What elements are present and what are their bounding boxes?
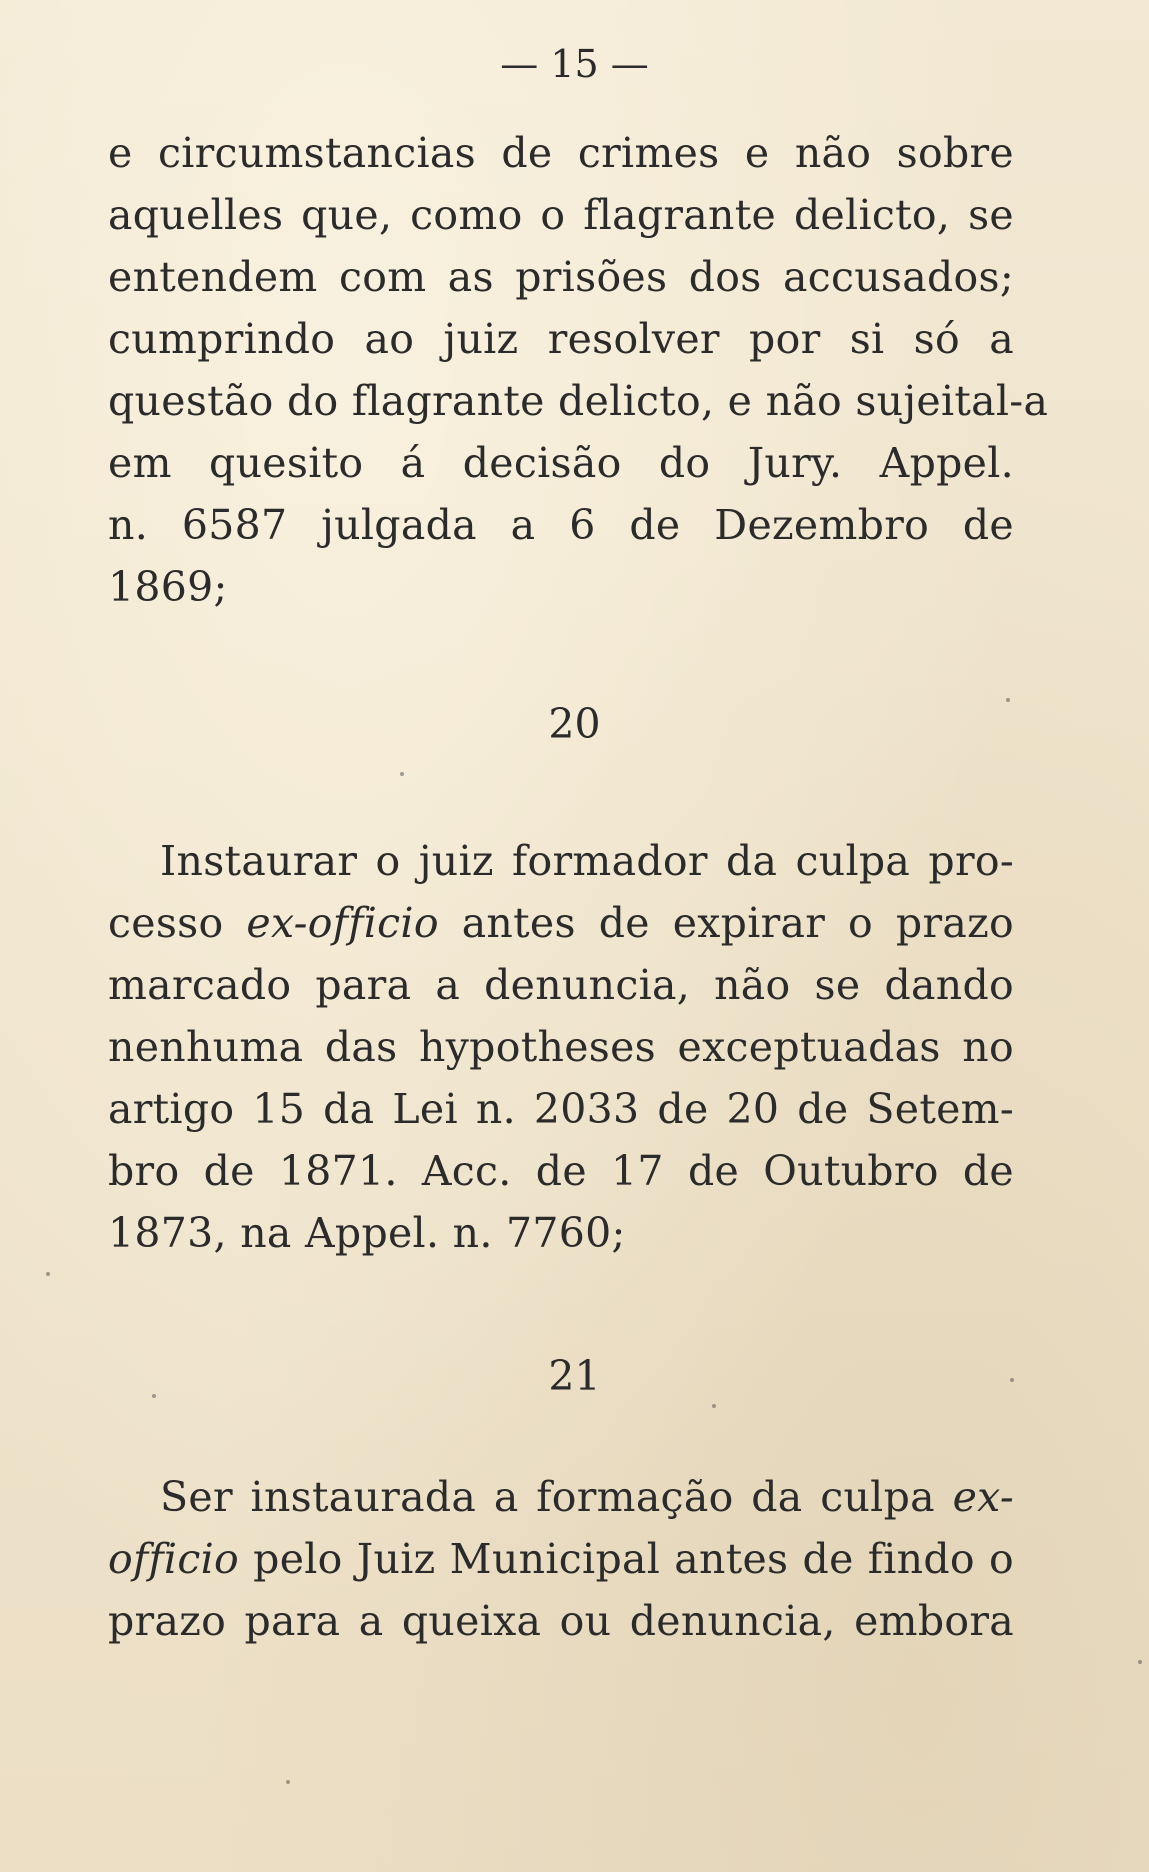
text-line: bro de 1871. Acc. de 17 de Outubro de: [108, 1147, 1014, 1195]
text-line: entendem com as prisões dos accusados;: [108, 253, 1014, 301]
latin-term: ex-officio: [246, 899, 439, 947]
text-line: questão do flagrante delicto, e não sujeital-a: [108, 377, 1049, 425]
paper-speck: [1010, 1378, 1014, 1382]
latin-term: officio: [108, 1535, 240, 1583]
page-number: — 15 —: [500, 42, 649, 86]
paper-speck: [400, 772, 404, 776]
text-line: [108, 1528, 1014, 1590]
paper-speck: [152, 1394, 156, 1398]
text-line: [160, 1466, 1014, 1528]
paper-speck: [1138, 1660, 1142, 1664]
text-line: 1873, na Appel. n. 7760;: [108, 1209, 626, 1257]
text-line: nenhuma das hypotheses exceptuadas no: [108, 1023, 1014, 1071]
text-line: em quesito á decisão do Jury. Appel.: [108, 439, 1014, 487]
text-line: aquelles que, como o flagrante delicto, se: [108, 191, 1014, 239]
text-line: marcado para a denuncia, não se dando: [108, 961, 1014, 1009]
text-run: antes de expirar o prazo: [438, 899, 1014, 947]
text-run: cesso: [108, 899, 247, 947]
text-line: Instaurar o juiz formador da culpa pro-: [160, 837, 1014, 885]
latin-term: ex-: [952, 1473, 1014, 1521]
paper-speck: [46, 1272, 50, 1276]
text-line: 1869;: [108, 563, 228, 611]
text-run: pelo Juiz Municipal antes de findo o: [239, 1535, 1014, 1583]
text-line: n. 6587 julgada a 6 de Dezembro de: [108, 501, 1014, 549]
text-line: e circumstancias de crimes e não sobre: [108, 129, 1014, 177]
text-line: [108, 892, 1014, 954]
paper-speck: [712, 1404, 716, 1408]
paper-speck: [1006, 698, 1010, 702]
section-number: 21: [548, 1352, 601, 1400]
text-line: cumprindo ao juiz resolver por si só a: [108, 315, 1014, 363]
text-run: Ser instaurada a formação da culpa: [160, 1473, 953, 1521]
section-number: 20: [548, 700, 601, 748]
text-line: prazo para a queixa ou denuncia, embora: [108, 1597, 1014, 1645]
text-line: artigo 15 da Lei n. 2033 de 20 de Setem-: [108, 1085, 1014, 1133]
paper-speck: [286, 1780, 290, 1784]
